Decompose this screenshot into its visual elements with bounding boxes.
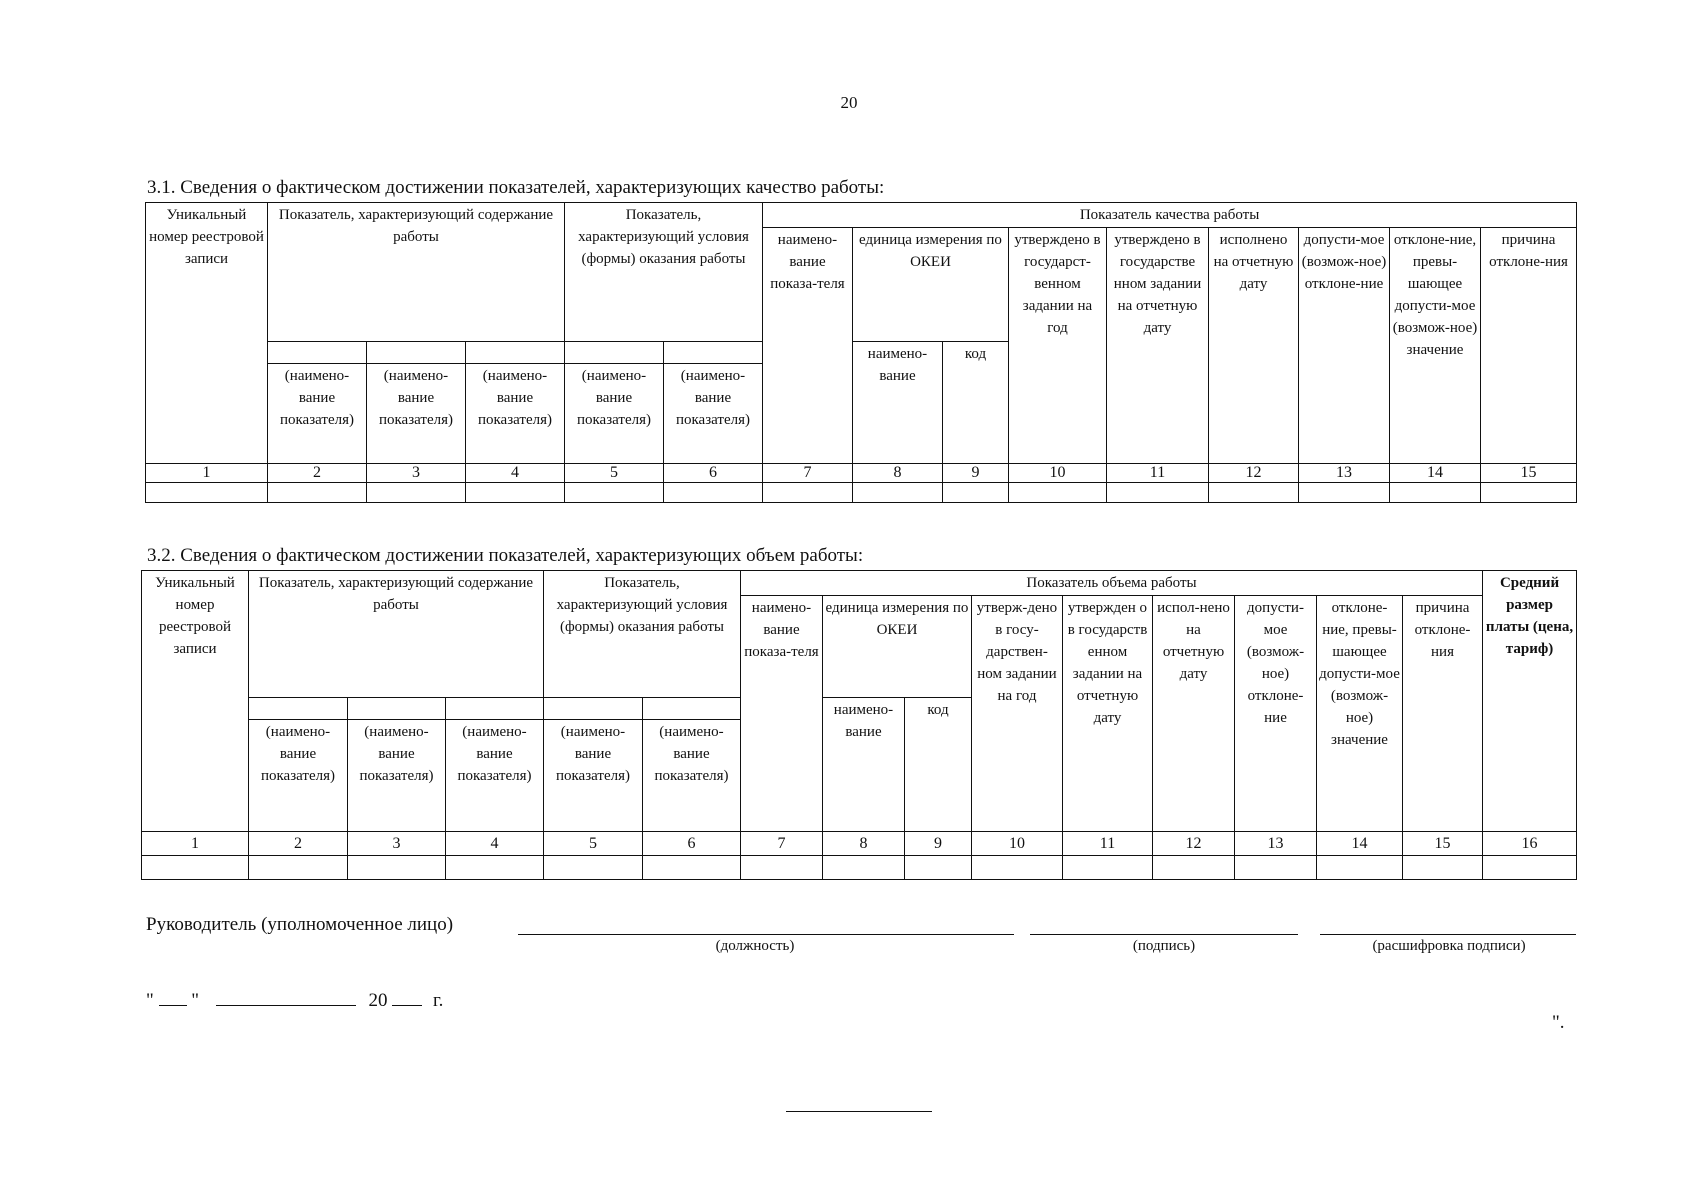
empty-cell[interactable] (1107, 483, 1209, 503)
empty-cell[interactable] (544, 856, 643, 880)
param-name: (наимено-вание показателя) (544, 720, 643, 832)
empty-cell[interactable] (853, 483, 943, 503)
empty-cell[interactable] (741, 856, 823, 880)
column-number: 7 (741, 832, 823, 856)
empty-cell[interactable] (972, 856, 1063, 880)
empty-cell[interactable] (643, 856, 741, 880)
year-suffix: г. (433, 990, 444, 1011)
column-number: 3 (367, 464, 466, 483)
column-number: 4 (466, 464, 565, 483)
col-conditions-indicator: Показатель, характеризующий условия (формы) оказания работы (565, 203, 763, 342)
empty-cell[interactable] (823, 856, 905, 880)
empty-cell[interactable] (367, 483, 466, 503)
day-quote-close: " (191, 990, 200, 1011)
section1-heading: 3.1. Сведения о фактическом достижении показателей, характеризующих качество работы: (147, 177, 885, 198)
col-deviation-reason: причина отклоне-ния (1481, 228, 1577, 464)
empty-cell[interactable] (943, 483, 1009, 503)
param-cell (664, 342, 763, 364)
param-cell (268, 342, 367, 364)
empty-cell[interactable] (1235, 856, 1317, 880)
column-number: 9 (943, 464, 1009, 483)
col-unit-name: наимено-вание (853, 342, 943, 464)
position-caption: (должность) (715, 938, 795, 954)
column-number: 10 (972, 832, 1063, 856)
col-unit-okei: единица измерения по ОКЕИ (853, 228, 1009, 342)
empty-cell[interactable] (664, 483, 763, 503)
column-number: 7 (763, 464, 853, 483)
param-name: (наимено-вание показателя) (348, 720, 446, 832)
column-number: 13 (1299, 464, 1390, 483)
empty-cell[interactable] (1009, 483, 1107, 503)
position-line[interactable] (518, 934, 1014, 935)
date-line (146, 989, 443, 1012)
column-number: 14 (1317, 832, 1403, 856)
quality-table (145, 202, 1577, 503)
month-field[interactable] (216, 989, 356, 1006)
param-name: (наимено-вание показателя) (466, 364, 565, 464)
col-content-indicator: Показатель, характеризующий содержание работы (268, 203, 565, 342)
col-indicator-name: наимено-вание показа-теля (741, 596, 823, 832)
column-number: 14 (1390, 464, 1481, 483)
col-executed: испол-нено на отчетную дату (1153, 596, 1235, 832)
day-quote-open: " (146, 990, 154, 1011)
empty-cell[interactable] (1483, 856, 1577, 880)
col-executed: исполнено на отчетную дату (1209, 228, 1299, 464)
empty-cell[interactable] (1063, 856, 1153, 880)
col-approved-date: утверждено в государстве нном задании на отчетную дату (1107, 228, 1209, 464)
column-number: 2 (268, 464, 367, 483)
column-number: 3 (348, 832, 446, 856)
empty-cell[interactable] (249, 856, 348, 880)
column-number: 8 (823, 832, 905, 856)
column-number: 9 (905, 832, 972, 856)
column-number: 13 (1235, 832, 1317, 856)
param-name: (наимено-вание показателя) (664, 364, 763, 464)
empty-cell[interactable] (348, 856, 446, 880)
param-name: (наимено-вание показателя) (367, 364, 466, 464)
col-indicator-name: наимено-вание показа-теля (763, 228, 853, 464)
empty-cell[interactable] (1390, 483, 1481, 503)
empty-cell[interactable] (565, 483, 664, 503)
empty-cell[interactable] (142, 856, 249, 880)
col-content-indicator: Показатель, характеризующий содержание работы (249, 571, 544, 698)
param-cell (565, 342, 664, 364)
col-quality-indicator: Показатель качества работы (763, 203, 1577, 228)
column-number: 15 (1403, 832, 1483, 856)
column-number: 15 (1481, 464, 1577, 483)
year-field[interactable] (392, 989, 422, 1006)
param-name: (наимено-вание показателя) (643, 720, 741, 832)
section2-heading: 3.2. Сведения о фактическом достижении показателей, характеризующих объем работы: (147, 545, 864, 566)
param-name: (наимено-вание показателя) (249, 720, 348, 832)
page-number: 20 (840, 93, 858, 112)
decoding-line[interactable] (1320, 934, 1576, 935)
column-number: 6 (643, 832, 741, 856)
signature-line[interactable] (1030, 934, 1298, 935)
column-number: 6 (664, 464, 763, 483)
col-allowed-deviation: допусти-мое (возмож-ное) отклоне-ние (1235, 596, 1317, 832)
column-number: 11 (1063, 832, 1153, 856)
empty-cell[interactable] (1403, 856, 1483, 880)
column-number: 12 (1209, 464, 1299, 483)
closing-quote-mark: ". (1552, 1012, 1565, 1033)
empty-cell[interactable] (905, 856, 972, 880)
col-exceeding-deviation: отклоне-ние, превы-шающее допусти-мое (возмож-ное) значение (1390, 228, 1481, 464)
year-prefix: 20 (368, 990, 388, 1011)
col-unit-name: наимено-вание (823, 698, 905, 832)
column-number: 11 (1107, 464, 1209, 483)
signatory-label: Руководитель (уполномоченное лицо) (146, 914, 454, 935)
param-cell (643, 698, 741, 720)
column-number: 1 (142, 832, 249, 856)
empty-cell[interactable] (1299, 483, 1390, 503)
empty-cell[interactable] (466, 483, 565, 503)
signature-caption: (подпись) (1132, 938, 1196, 954)
col-unit-code: код (943, 342, 1009, 464)
col-approved-year: утверж-дено в госу-дарствен-ном задании на год (972, 596, 1063, 832)
column-number: 2 (249, 832, 348, 856)
column-number: 5 (565, 464, 664, 483)
col-unique-number: Уникальный номер реестровой записи (146, 203, 268, 464)
day-field[interactable] (159, 989, 187, 1006)
param-cell (544, 698, 643, 720)
decoding-caption: (расшифровка подписи) (1372, 938, 1526, 954)
col-unit-okei: единица измерения по ОКЕИ (823, 596, 972, 698)
param-cell (446, 698, 544, 720)
param-name: (наимено-вание показателя) (565, 364, 664, 464)
empty-cell[interactable] (146, 483, 268, 503)
col-conditions-indicator: Показатель, характеризующий условия (формы) оказания работы (544, 571, 741, 698)
column-number: 8 (853, 464, 943, 483)
col-unique-number: Уникальный номер реестровой записи (142, 571, 249, 832)
param-cell (466, 342, 565, 364)
col-approved-date: утвержден о в государств енном задании на отчетную дату (1063, 596, 1153, 832)
column-number: 4 (446, 832, 544, 856)
empty-cell[interactable] (763, 483, 853, 503)
col-volume-indicator: Показатель объема работы (741, 571, 1483, 596)
footer-rule (786, 1111, 932, 1112)
empty-cell[interactable] (1481, 483, 1577, 503)
column-number: 10 (1009, 464, 1107, 483)
col-exceeding-deviation: отклоне-ние, превы-шающее допусти-мое (возмож-ное) значение (1317, 596, 1403, 832)
param-cell (249, 698, 348, 720)
param-cell (348, 698, 446, 720)
col-deviation-reason: причина отклоне-ния (1403, 596, 1483, 832)
column-number: 5 (544, 832, 643, 856)
empty-cell[interactable] (268, 483, 367, 503)
empty-cell[interactable] (1209, 483, 1299, 503)
empty-cell[interactable] (1153, 856, 1235, 880)
col-allowed-deviation: допусти-мое (возмож-ное) отклоне-ние (1299, 228, 1390, 464)
column-number: 16 (1483, 832, 1577, 856)
column-number: 12 (1153, 832, 1235, 856)
col-approved-year: утверждено в государст-венном задании на год (1009, 228, 1107, 464)
empty-cell[interactable] (446, 856, 544, 880)
col-unit-code: код (905, 698, 972, 832)
volume-table (141, 570, 1577, 880)
col-average-fee: Средний размер платы (цена, тариф) (1483, 571, 1577, 832)
param-name: (наимено-вание показателя) (268, 364, 367, 464)
empty-cell[interactable] (1317, 856, 1403, 880)
param-cell (367, 342, 466, 364)
param-name: (наимено-вание показателя) (446, 720, 544, 832)
column-number: 1 (146, 464, 268, 483)
